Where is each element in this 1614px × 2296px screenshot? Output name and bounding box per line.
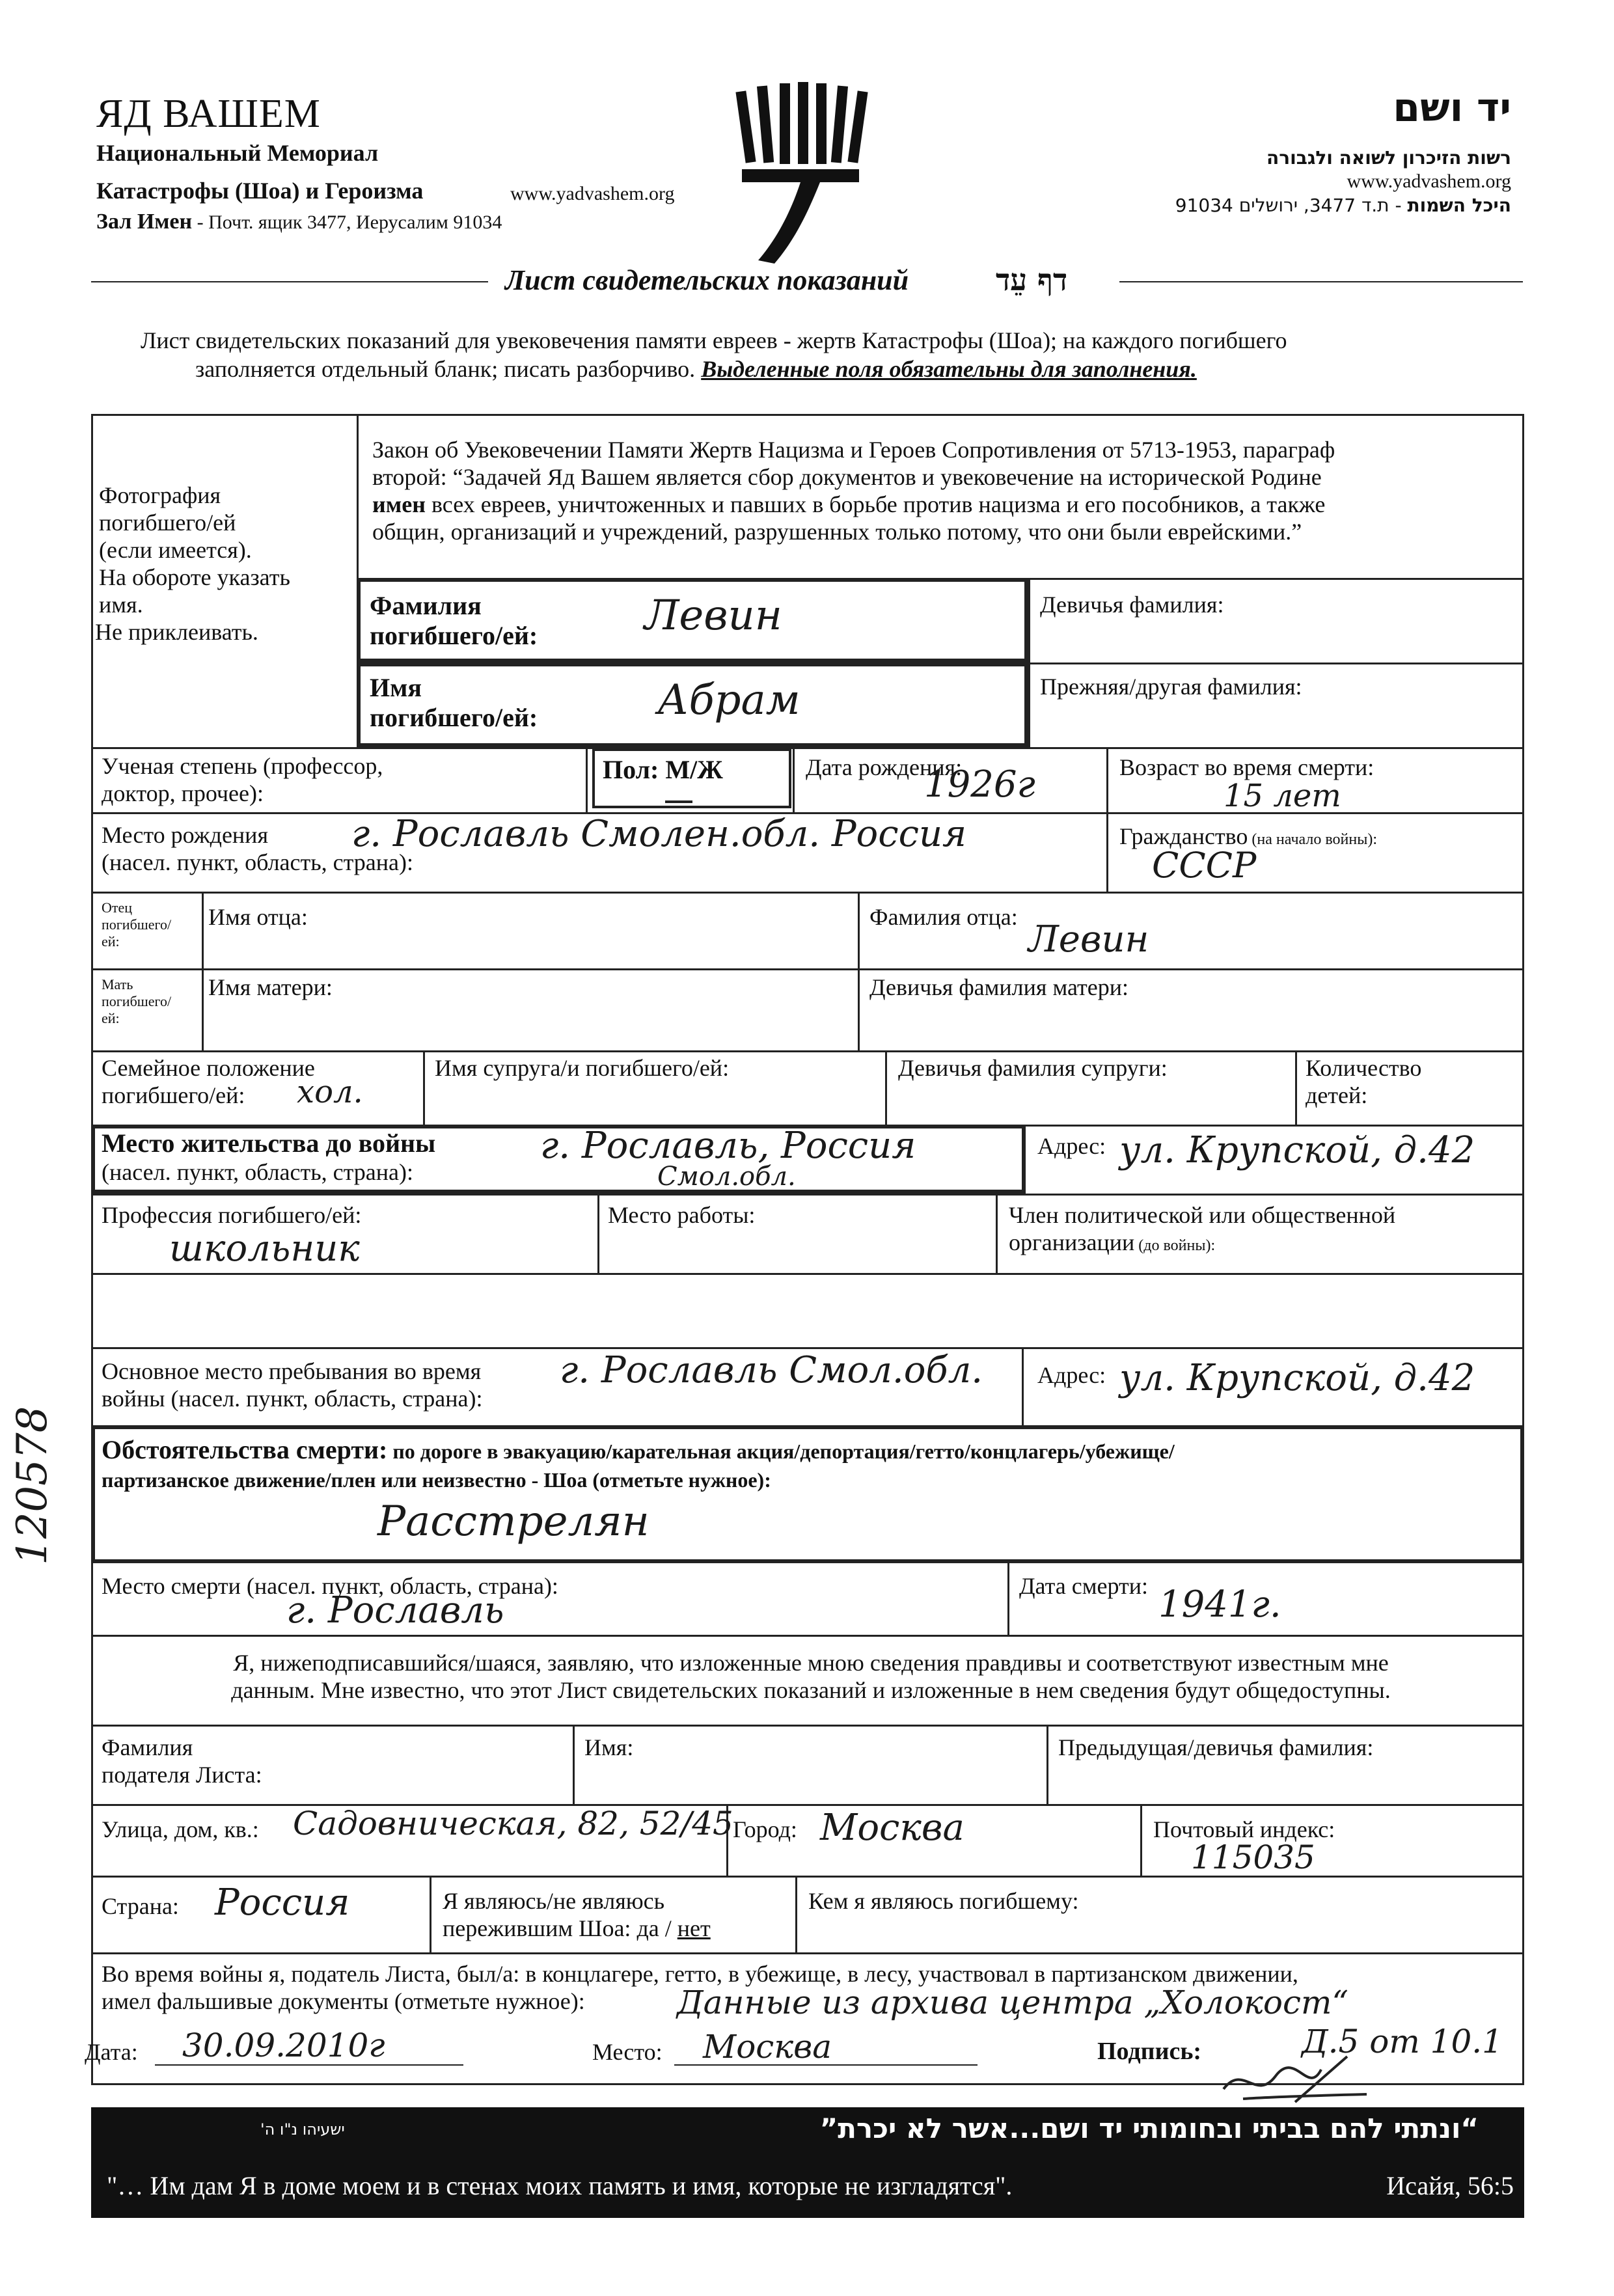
footer-place-value: Москва	[703, 2028, 832, 2066]
photo-line-2: погибшего/ей	[99, 510, 236, 536]
photo-line-5: имя.	[99, 592, 143, 618]
father-side-label-1: Отец	[102, 899, 133, 916]
father-side-label-3: ей:	[102, 933, 120, 950]
quote-ru-source: Исайя, 56:5	[1386, 2171, 1514, 2200]
residence-address-label: Адрес:	[1037, 1133, 1106, 1159]
residence-value-2: Смол.обл.	[657, 1162, 796, 1192]
memorial-line-1: Национальный Мемориал	[96, 140, 379, 166]
footer-signature-value: Д.5 от 10.1	[1302, 2023, 1503, 2060]
quote-he-source: ישעיהו נ"ו ה'	[260, 2120, 345, 2139]
victim-name-label-2: погибшего/ей:	[370, 703, 538, 732]
citizenship-note: (на начало войны):	[1248, 831, 1377, 848]
residence-label	[102, 1128, 435, 1186]
children-count-label	[1306, 1054, 1421, 1109]
submitter-surname-label	[102, 1734, 262, 1788]
law-line-2: второй: “Задачей Яд Вашем является сбор документов и увековечение на исторической Родине	[372, 464, 1322, 490]
father-side-label-2: погибшего/	[102, 916, 172, 933]
wartime-place-label	[102, 1358, 483, 1412]
residence-label-2: (насел. пункт, область, страна):	[102, 1159, 414, 1185]
city-label: Город:	[733, 1816, 797, 1842]
death-circumstances-value: Расстрелян	[377, 1497, 650, 1546]
organization-label-1: Член политической или общественной	[1009, 1202, 1396, 1228]
hall-address-ru	[96, 208, 502, 236]
zip-value: 115035	[1191, 1838, 1315, 1876]
handwritten-signature	[1217, 2050, 1373, 2109]
death-circ-options-1: по дороге в эвакуацию/карательная акция/депортация/гетто/концлагерь/убежище/	[387, 1440, 1175, 1463]
submitter-name-label: Имя:	[584, 1734, 634, 1760]
survivor-label-2: пережившим Шоа:	[443, 1915, 631, 1941]
photo-line-1: Фотография	[99, 482, 221, 508]
sex-mark	[665, 800, 692, 803]
wartime-place-value: г. Рославль Смол.обл.	[560, 1349, 983, 1391]
mother-side-label	[102, 976, 171, 1027]
address-ru: - Почт. ящик 3477, Иерусалим 91034	[192, 212, 502, 233]
degree-label	[102, 752, 383, 807]
street-label: Улица, дом, кв.:	[102, 1816, 259, 1842]
victim-maiden-label: Девичья фамилия:	[1040, 592, 1224, 618]
hall-of-names-he: היכל השמות	[1407, 195, 1511, 216]
organization-label-2: организации	[1009, 1229, 1135, 1255]
survivor-label-1: Я являюсь/не являюсь	[443, 1888, 665, 1914]
father-name-label: Имя отца:	[208, 904, 308, 930]
profession-label: Профессия погибшего/ей:	[102, 1202, 362, 1228]
family-status-value: хол.	[297, 1074, 363, 1110]
death-date-value: 1941г.	[1158, 1583, 1281, 1626]
spouse-name-label: Имя супруга/и погибшего/ей:	[435, 1055, 730, 1081]
residence-label-1: Место жительства до войны	[102, 1128, 436, 1158]
birthplace-value: г. Рославль Смолен.обл. Россия	[351, 813, 967, 855]
photo-line-3: (если имеется).	[99, 537, 252, 563]
footer-date-value: 30.09.2010г	[182, 2027, 385, 2064]
residence-address-value: ул. Крупской, д.42	[1119, 1129, 1475, 1171]
city-value: Москва	[820, 1807, 964, 1849]
submitter-surname-label-1: Фамилия	[102, 1734, 193, 1760]
wartime-place-label-2: войны (насел. пункт, область, страна):	[102, 1386, 483, 1412]
organization-note: (до войны):	[1134, 1237, 1216, 1254]
law-line-4: общин, организаций и учреждений, разрушенных только потому, что они были еврейскими.”	[372, 519, 1302, 545]
hall-of-names: Зал Имен	[96, 210, 193, 234]
degree-label-2: доктор, прочее):	[102, 780, 264, 806]
mother-name-label: Имя матери:	[208, 974, 333, 1000]
mother-side-label-3: ей:	[102, 1010, 120, 1026]
org-name-ru: ЯД ВАШЕМ	[96, 92, 321, 136]
birthplace-label-1: Место рождения	[102, 822, 269, 848]
footer-date-label: Дата:	[85, 2039, 138, 2065]
submitter-wartime-label-1: Во время войны я, податель Листа, был/а: в концлагере, гетто, в убежище, в лесу, участвовал в партизанском движении,	[102, 1961, 1298, 1987]
quote-banner	[91, 2107, 1524, 2218]
wartime-place-label-1: Основное место пребывания во время	[102, 1358, 482, 1384]
memorial-line-2: Катастрофы (Шоа) и Героизма	[96, 178, 424, 204]
photo-line-4: На обороте указать	[99, 564, 290, 590]
death-circ-title: Обстоятельства смерти:	[102, 1435, 388, 1464]
quote-he: “ונתתי להם בביתי ובחומותי יד ושם...אשר לא יכרת”	[819, 2112, 1479, 2144]
wartime-address-label: Адрес:	[1037, 1362, 1106, 1388]
family-status-label	[102, 1054, 315, 1109]
law-line-3: всех евреев, уничтоженных и павших в борьбе против нацизма и его пособников, а также	[425, 491, 1326, 517]
intro-line-2-text: заполняется отдельный бланк; писать разборчиво.	[195, 356, 696, 382]
law-line-3-bold: имен	[372, 491, 426, 517]
death-place-value: г. Рославль	[286, 1589, 504, 1632]
survivor-yes-option[interactable]: да	[636, 1915, 659, 1941]
victim-surname-label-1: Фамилия	[370, 591, 482, 620]
yad-vashem-logo	[729, 78, 872, 267]
victim-name-label	[370, 673, 538, 733]
photo-line-6: Не приклеивать.	[95, 619, 258, 645]
declaration-line-1: Я, нижеподписавшийся/шаяся, заявляю, что изложенные мною сведения правдивы и соответствуют известным мне	[233, 1650, 1389, 1676]
workplace-label: Место работы:	[608, 1202, 756, 1228]
victim-prev-surname-label: Прежняя/другая фамилия:	[1040, 674, 1302, 700]
declaration-line-2: данным. Мне известно, что этот Лист свидетельских показаний и изложенные в нем сведения будут общедоступны.	[231, 1677, 1391, 1703]
quote-ru: "… Им дам Я в доме моем и в стенах моих память и имя, которые не изгладятся".	[107, 2171, 1013, 2200]
declaration-text	[102, 1649, 1520, 1704]
father-side-label	[102, 899, 171, 950]
citizenship-label-text: Гражданство	[1119, 823, 1248, 849]
death-date-label: Дата смерти:	[1019, 1573, 1149, 1599]
form-title-he: דף עֵד	[996, 262, 1068, 297]
footer-signature-label: Подпись:	[1097, 2038, 1202, 2065]
victim-surname-value: Левин	[644, 592, 782, 640]
website-right: www.yadvashem.org	[1347, 171, 1511, 192]
birthplace-label-2: (насел. пункт, область, страна):	[102, 849, 414, 875]
submitter-wartime-label-2: имел фальшивые документы (отметьте нужное):	[102, 1988, 585, 2014]
sex-label: Пол: М/Ж	[603, 755, 723, 784]
org-name-he: יד ושם	[1393, 85, 1511, 131]
mother-side-label-1: Мать	[102, 976, 133, 992]
father-surname-label: Фамилия отца:	[869, 904, 1018, 930]
law-text	[372, 436, 1518, 545]
family-status-label-2: погибшего/ей:	[102, 1082, 245, 1108]
footer-place-label: Место:	[592, 2039, 663, 2065]
website-left: www.yadvashem.org	[510, 183, 675, 204]
family-status-label-1: Семейное положение	[102, 1055, 315, 1081]
children-label-1: Количество	[1306, 1055, 1422, 1081]
survivor-no-option[interactable]: нет	[677, 1915, 711, 1941]
address-he-text: - ת.ד 3477, ירושלים 91034	[1175, 195, 1408, 216]
submitter-wartime-value: Данные из архива центра „Холокост“	[677, 1984, 1348, 2021]
submitter-surname-label-2: подателя Листа:	[102, 1762, 262, 1788]
victim-name-value: Абрам	[657, 676, 800, 724]
form-title-ru: Лист свидетельских показаний	[505, 264, 909, 296]
organization-label	[1009, 1201, 1395, 1256]
zip-label: Почтовый индекс:	[1153, 1816, 1335, 1842]
intro-line-1: Лист свидетельских показаний для увековечения памяти евреев - жертв Катастрофы (Шоа); на каждого погибшего	[141, 327, 1287, 353]
survivor-separator: /	[659, 1915, 677, 1941]
photo-instructions	[95, 482, 353, 646]
side-stamp-number: 120578	[8, 1406, 57, 1565]
death-place-label: Место смерти (насел. пункт, область, страна):	[102, 1573, 558, 1599]
mother-side-label-2: погибшего/	[102, 993, 172, 1009]
profession-value: школьник	[169, 1227, 360, 1270]
father-surname-value: Левин	[1028, 918, 1149, 961]
intro-line-2	[195, 355, 1197, 383]
citizenship-value: СССР	[1152, 845, 1257, 886]
victim-name-label-1: Имя	[370, 673, 422, 702]
address-he	[1175, 194, 1511, 217]
dob-label: Дата рождения:	[806, 754, 963, 780]
children-label-2: детей:	[1306, 1082, 1368, 1108]
wartime-address-value: ул. Крупской, д.42	[1119, 1357, 1475, 1399]
degree-label-1: Ученая степень (профессор,	[102, 753, 383, 779]
age-value: 15 лет	[1224, 778, 1341, 814]
intro-required-note: Выделенные поля обязательны для заполнения.	[701, 356, 1197, 382]
age-label: Возраст во время смерти:	[1119, 754, 1375, 780]
relation-label: Кем я являюсь погибшему:	[808, 1888, 1079, 1914]
law-line-1: Закон об Увековечении Памяти Жертв Нацизма и Героев Сопротивления от 5713-1953, параграф	[372, 437, 1335, 463]
street-value: Садовническая, 82, 52/45	[293, 1805, 733, 1842]
victim-surname-label-2: погибшего/ей:	[370, 621, 538, 650]
mother-maiden-label: Девичья фамилия матери:	[869, 974, 1129, 1000]
country-label: Страна:	[102, 1893, 179, 1919]
death-circ-options-2: партизанское движение/плен или неизвестно - Шоа (отметьте нужное):	[102, 1468, 771, 1492]
victim-surname-label	[370, 591, 538, 651]
country-value: Россия	[215, 1881, 350, 1924]
spouse-maiden-label: Девичья фамилия супруги:	[898, 1055, 1168, 1081]
death-circumstances-label	[102, 1434, 1520, 1493]
residence-value: г. Рославль, Россия	[540, 1125, 916, 1167]
authority-he: רשות הזיכרון לשואה ולגבורה	[1266, 147, 1511, 169]
submitter-prev-surname-label: Предыдущая/девичья фамилия:	[1058, 1734, 1374, 1760]
survivor-label	[443, 1887, 711, 1942]
dob-value: 1926г	[924, 763, 1035, 806]
